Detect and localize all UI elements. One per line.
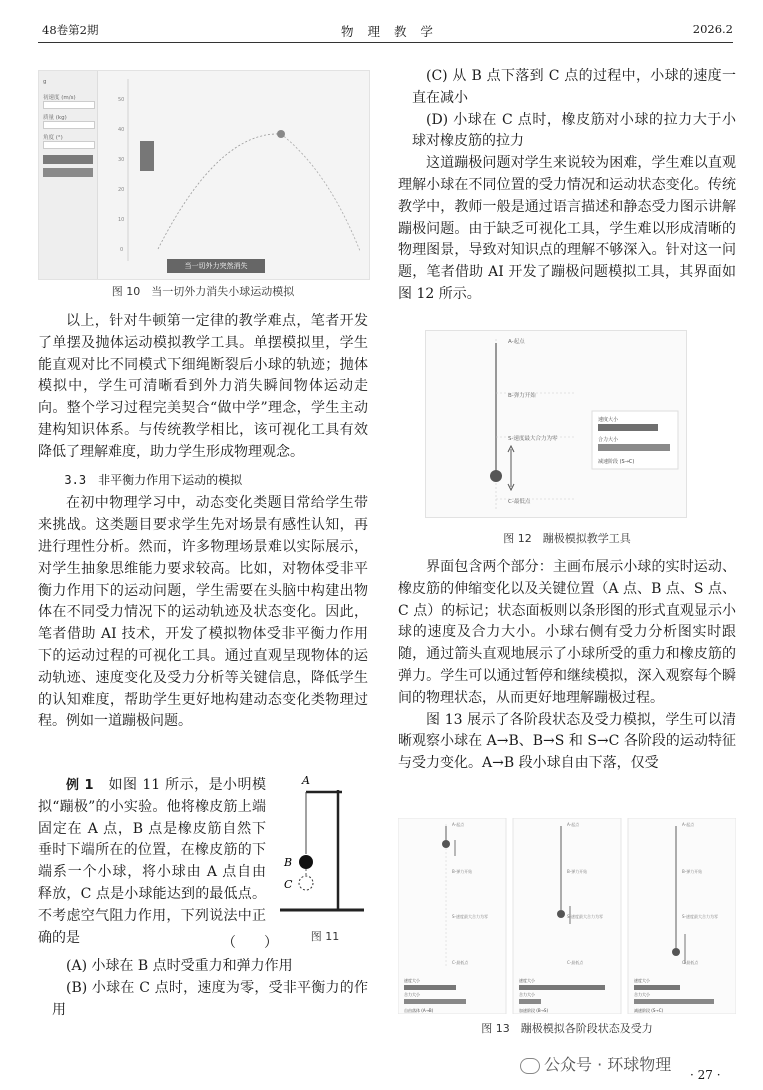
fig12-label: S-速度最大合力为零 [508, 436, 558, 442]
fig11-ball-c [299, 876, 313, 890]
fig13-force-bar [634, 999, 714, 1004]
fig12-panel-label: 速度大小 [598, 417, 619, 423]
fig10-side-label: 质量 (kg) [43, 115, 67, 121]
option-d: (D) 小球在 C 点时，橡皮筋对小球的拉力大于小球对橡皮筋的拉力 [412, 111, 736, 150]
fig13-label: B-弹力开始 [682, 869, 703, 874]
fig10-trajectory [158, 134, 281, 249]
fig13-label: C-最低点 [682, 960, 699, 965]
fig10-canvas [98, 71, 368, 279]
paragraph: 这道蹦极问题对学生来说较为困难，学生难以直观理解小球在不同位置的受力情况和运动状态变化。传统教学中，教师一般是通过语言描述和静态受力图示讲解蹦极问题。由于缺乏可视化工具，学生难以形成清晰的物理图景，导致对知识点的理解不够深入。针对这一问题，笔者借助 AI 开发了蹦极问题模拟工具，其界面如图 12 所示。 [398, 155, 736, 302]
fig12-label: C-最低点 [508, 499, 531, 505]
issue-date: 2026.2 [692, 22, 733, 36]
figure-11-caption: 图 11 [310, 930, 340, 943]
fig13-stage: 自由落体 (A→B) [404, 1008, 434, 1013]
figure-12-caption: 图 12 蹦极模拟教学工具 [503, 532, 631, 545]
fig10-tick: 0 [120, 247, 124, 253]
running-header [0, 0, 763, 44]
fig13-panel-title: 合力大小 [404, 992, 420, 997]
fig13-velocity-bar [404, 985, 456, 990]
figure-13-caption: 图 13 蹦极模拟各阶段状态及受力 [481, 1022, 653, 1035]
paragraph: 以上，针对牛顿第一定律的教学难点，笔者开发了单摆及抛体运动模拟教学工具。单摆模拟里，学生能直观对比不同模式下细绳断裂后小球的轨迹；抛体模拟中，学生可清晰看到外力消失瞬间物体运动走向。整个学习过程完美契合“做中学”理念，学生主动建构知识体系。与传统教学相比，该可视化工具有效降低了理解难度，助力学生形成物理观念。 [38, 313, 368, 460]
example-label: 例 1 [66, 778, 94, 793]
figure-12 [425, 330, 687, 518]
fig11-ball-b [299, 855, 313, 869]
right-column-bottom [398, 557, 736, 775]
fig13-velocity-bar [519, 985, 605, 990]
fig13-panel [513, 818, 621, 1014]
fig13-ball [557, 910, 565, 918]
figure-10-caption: 图 10 当一切外力消失小球运动模拟 [111, 285, 295, 298]
section-heading: 3.3 非平衡力作用下运动的模拟 [64, 472, 243, 487]
fig13-force-bar [404, 999, 466, 1004]
fig10-ball [277, 130, 285, 138]
paragraph: 界面包含两个部分：主画布展示小球的实时运动、橡皮筋的伸缩变化以及关键位置（A 点、B 点、S 点、C 点）的标记；状态面板则以条形图的形式直观显示小球的速度及合力大小。小球右侧有受力分析图实时跟随，通过箭头直观地展示了小球所受的重力和橡皮筋的弹力。学生可以通过暂停和继续模拟，深入观察每个瞬间的物理状态，从而更好地理解蹦极过程。 [398, 559, 736, 706]
fig12-stage: 减速阶段 (S→C) [598, 459, 635, 465]
fig13-label: S-速度最大合力为零 [682, 914, 718, 919]
fig13-label: S-速度最大合力为零 [567, 914, 603, 919]
fig11-label-c: C [284, 878, 293, 891]
fig10-tick: 50 [118, 97, 125, 103]
journal-title: 物 理 教 学 [341, 24, 438, 39]
option-b: (B) 小球在 C 点时，速度为零，受非平衡力的作用 [52, 979, 368, 1018]
fig10-input [43, 121, 95, 129]
fig12-label: A-起点 [508, 339, 525, 345]
fig13-ball [442, 840, 450, 848]
left-column [38, 311, 368, 733]
example-body: 如图 11 所示，是小明模拟“蹦极”的小实验。他将橡皮筋上端固定在 A 点，B 点是橡皮筋自然下垂时下端所在的位置，在橡皮筋的下端系一个小球，将小球由 A 点自由释放，C 点是小球能达到的最低点。不考虑空气阻力作用，下列说法中正确的是 [38, 777, 267, 946]
fig10-input [43, 101, 95, 109]
figure-10 [38, 70, 370, 280]
fig12-velocity-bar [598, 424, 658, 431]
fig13-panel-title: 速度大小 [634, 978, 650, 983]
fig13-label: C-最低点 [567, 960, 584, 965]
fig11-label-a: A [302, 774, 310, 787]
fig10-start-button [43, 155, 93, 164]
watermark-text: 公众号 · 环球物理 [544, 1055, 672, 1074]
fig13-stage: 加速阶段 (B→S) [519, 1008, 549, 1013]
fig13-label: S-速度最大合力为零 [452, 914, 488, 919]
fig10-launcher [140, 141, 154, 171]
option-c: (C) 从 B 点下落到 C 点的过程中，小球的速度一直在减小 [412, 68, 736, 106]
fig10-input [43, 141, 95, 149]
fig13-stage: 减速阶段 (S→C) [634, 1008, 664, 1013]
fig10-sidebar [39, 71, 98, 279]
fig13-label: A-起点 [567, 822, 580, 827]
fig13-ball [672, 948, 680, 956]
fig10-trajectory-continued [281, 134, 360, 251]
fig13-label: A-起点 [452, 822, 465, 827]
fig12-ball [490, 470, 502, 482]
volume-issue: 48卷第2期 [42, 23, 99, 37]
fig13-label: A-起点 [682, 822, 695, 827]
header-rule [38, 42, 733, 43]
fig10-tick: 20 [118, 187, 125, 193]
fig10-side-label: 初速度 (m/s) [43, 95, 76, 101]
fig10-tick: 30 [118, 157, 125, 163]
fig13-force-bar [519, 999, 541, 1004]
fig12-canvas [426, 331, 686, 517]
option-a: (A) 小球在 B 点时受重力和弹力作用 [66, 958, 293, 974]
figure-11 [272, 772, 368, 922]
example-text [38, 775, 266, 949]
fig13-panel-title: 合力大小 [634, 992, 650, 997]
paragraph: 图 13 展示了各阶段状态及受力模拟，学生可以清晰观察小球在 A→B、B→S 和 S→C 各阶段的运动特征与受力变化。A→B 段小球自由下落，仅受 [398, 711, 736, 772]
fig10-reset-button [43, 168, 93, 177]
fig13-panel-title: 合力大小 [519, 992, 535, 997]
fig10-side-label: 角度 (°) [43, 135, 63, 141]
fig12-panel-label: 合力大小 [598, 437, 619, 443]
fig13-label: B-弹力开始 [452, 869, 473, 874]
paragraph: 在初中物理学习中，动态变化类题目常给学生带来挑战。这类题目要求学生先对场景有感性认知，再进行理性分析。然而，许多物理场景难以实际展示，对学生抽象思维能力要求较高。比如，对物体受非平衡力作用下的运动问题，学生需要在头脑中构建出物体在不同受力情况下的运动轨迹及状态变化。因此，笔者借助 AI 技术，开发了模拟物体受非平衡力作用下的运动过程的可视化工具。通过直观呈现物体的运动轨迹、速度变化及受力分析等关键信息，降低学生的认知难度，帮助学生更好地构建动态变化类物理过程。例如一道蹦极问题。 [38, 495, 368, 730]
options-left [38, 956, 368, 1021]
fig12-force-bar [598, 444, 670, 451]
fig10-tick: 40 [118, 127, 125, 133]
page-number: · 27 · [690, 1068, 721, 1082]
fig10-external-force-button: 当一切外力突然消失 [167, 259, 265, 273]
right-column-top [398, 66, 736, 306]
fig13-panel [628, 818, 736, 1014]
watermark [520, 1052, 671, 1075]
example-1 [38, 775, 266, 949]
fig13-panel-title: 速度大小 [404, 978, 420, 983]
fig11-label-b: B [284, 856, 293, 869]
fig10-side-label: g [43, 79, 47, 85]
fig13-velocity-bar [634, 985, 680, 990]
fig13-panel-title: 速度大小 [519, 978, 535, 983]
wechat-icon [520, 1058, 540, 1074]
example-paren: （ ） [222, 935, 278, 951]
fig10-tick: 10 [118, 217, 125, 223]
fig13-label: C-最低点 [452, 960, 469, 965]
fig13-label: B-弹力开始 [567, 869, 588, 874]
fig12-label: B-弹力开始 [508, 393, 536, 399]
fig13-panel [398, 818, 506, 1014]
fig13-canvas [398, 818, 736, 1014]
figure-13 [398, 818, 736, 1014]
